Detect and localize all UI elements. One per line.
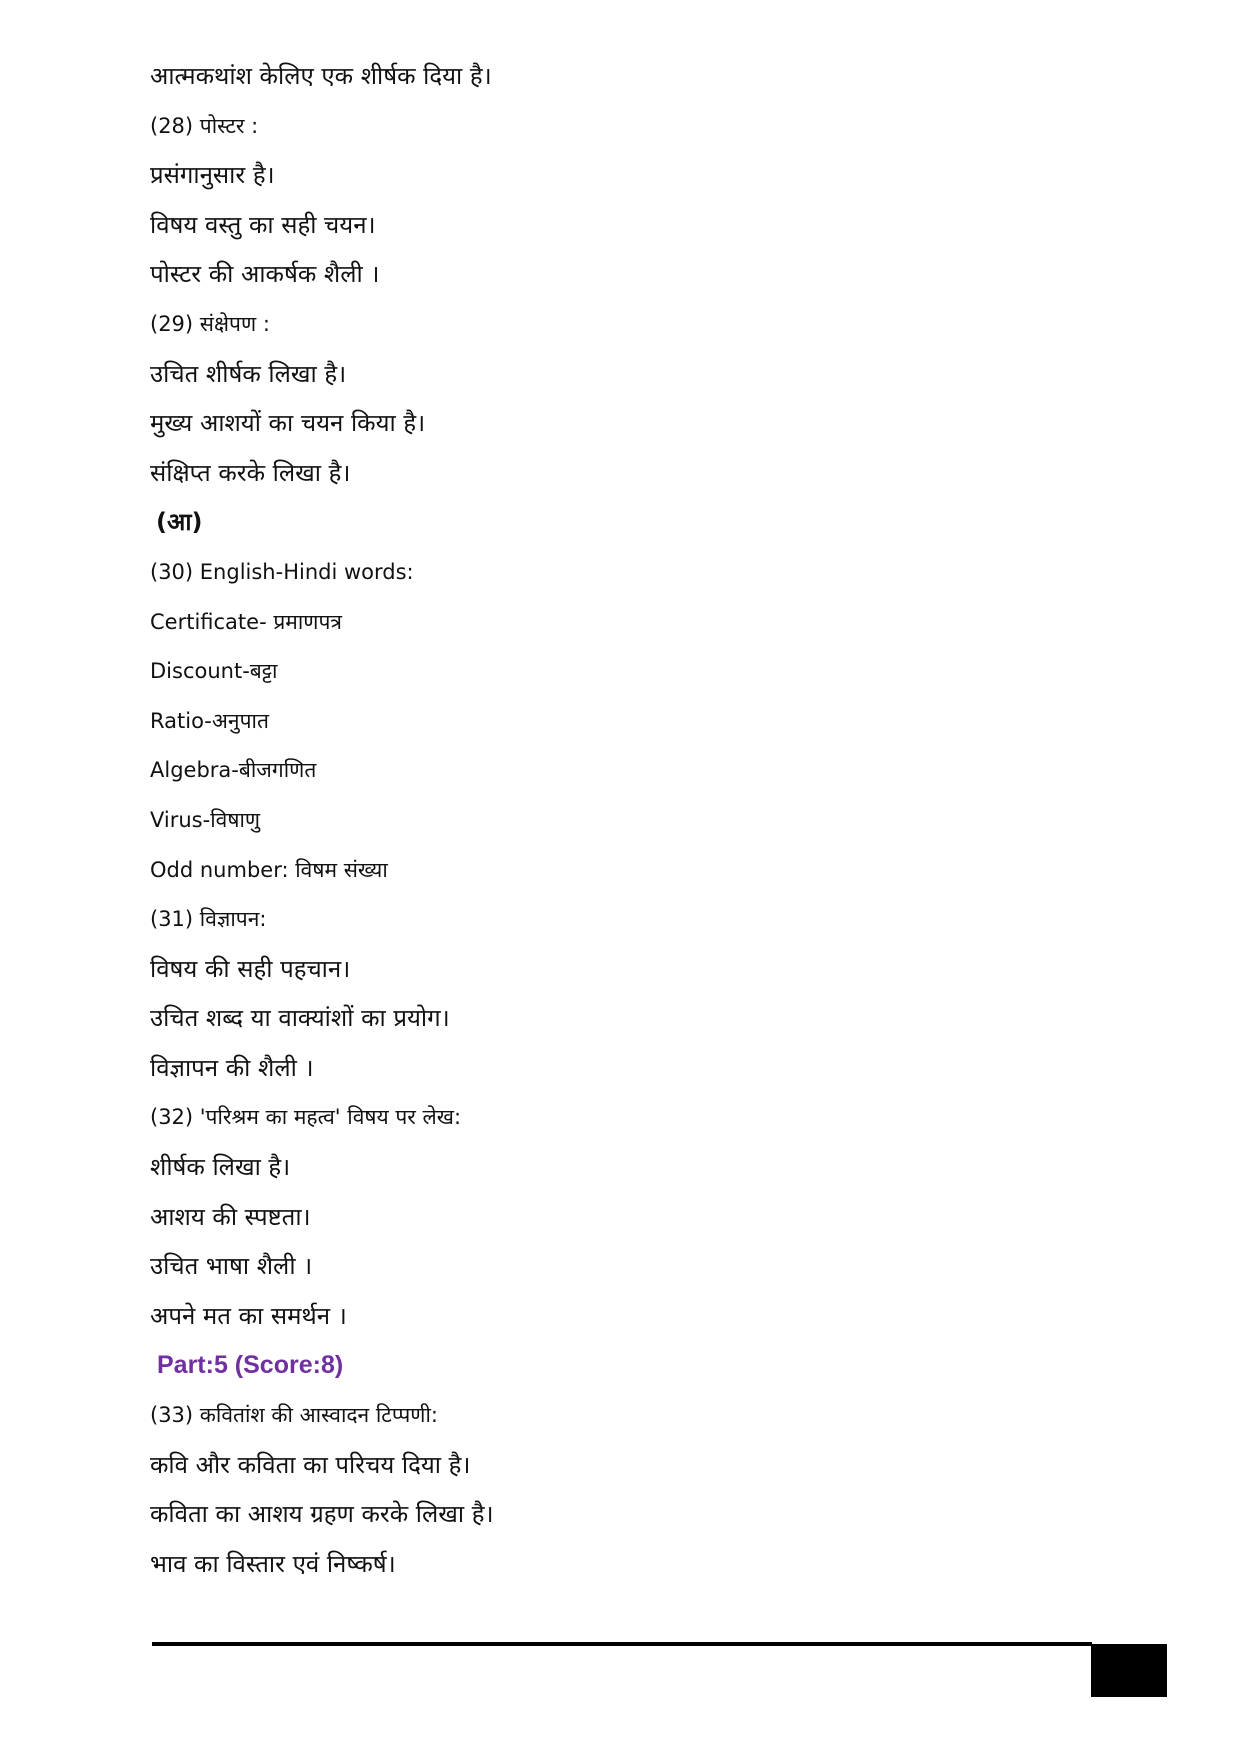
question-heading: (30) English-Hindi words: — [150, 559, 414, 584]
word-pair: Virus-विषाणु — [150, 807, 261, 832]
page-number-box — [1091, 1644, 1167, 1697]
text-line: अपने मत का समर्थन । — [150, 1301, 347, 1330]
question-heading: (31) विज्ञापन: — [150, 907, 267, 932]
word-pair: Certificate- प्रमाणपत्र — [150, 609, 342, 634]
word-pair: Odd number: विषम संख्या — [150, 857, 388, 882]
footer-rule — [152, 1642, 1092, 1646]
text-line: कविता का आशय ग्रहण करके लिखा है। — [150, 1500, 494, 1529]
question-heading: (28) पोस्टर : — [150, 113, 259, 138]
question-heading: (29) संक्षेपण : — [150, 311, 270, 336]
text-line: उचित भाषा शैली । — [150, 1252, 313, 1281]
text-line: भाव का विस्तार एवं निष्कर्ष। — [150, 1549, 396, 1578]
text-line: उचित शब्द या वाक्यांशों का प्रयोग। — [150, 1004, 450, 1033]
text-line: उचित शीर्षक लिखा है। — [150, 359, 347, 388]
text-line: विज्ञापन की शैली । — [150, 1053, 314, 1082]
text-line: आशय की स्पष्टता। — [150, 1202, 311, 1231]
text-line: विषय की सही पहचान। — [150, 954, 351, 983]
text-line: मुख्य आशयों का चयन किया है। — [150, 409, 426, 438]
subsection-heading: (आ) — [156, 508, 203, 537]
word-pair: Algebra-बीजगणित — [150, 758, 317, 783]
text-line: प्रसंगानुसार है। — [150, 161, 275, 190]
text-line: कवि और कविता का परिचय दिया है। — [150, 1450, 471, 1479]
document-body — [150, 52, 1130, 1589]
text-line: आत्मकथांश केलिए एक शीर्षक दिया है। — [150, 62, 492, 90]
text-line: विषय वस्तु का सही चयन। — [150, 210, 376, 239]
question-heading: (33) कवितांश की आस्वादन टिप्पणी: — [150, 1403, 438, 1428]
word-pair: Ratio-अनुपात — [150, 708, 269, 733]
word-pair: Discount-बट्टा — [150, 659, 278, 684]
text-line: शीर्षक लिखा है। — [150, 1153, 291, 1182]
question-heading: (32) 'परिश्रम का महत्व' विषय पर लेख: — [150, 1105, 462, 1130]
section-heading: Part:5 (Score:8) — [157, 1351, 344, 1380]
text-line: पोस्टर की आकर्षक शैली । — [150, 260, 380, 289]
text-line: संक्षिप्त करके लिखा है। — [150, 458, 351, 487]
